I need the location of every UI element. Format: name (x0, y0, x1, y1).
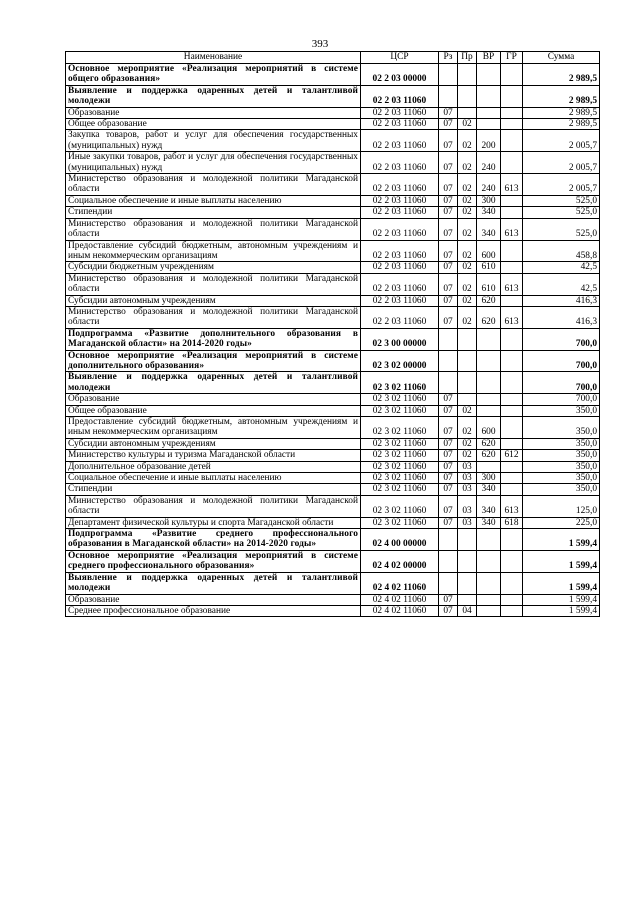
cell-sum: 416,3 (523, 295, 600, 306)
cell-name: Общее образование (66, 119, 361, 130)
cell-gr (501, 550, 523, 572)
cell-vr: 340 (477, 484, 501, 495)
cell-gr (501, 64, 523, 86)
cell-gr (501, 529, 523, 551)
cell-sum: 700,0 (523, 350, 600, 372)
table-row (66, 473, 600, 484)
cell-vr: 600 (477, 240, 501, 262)
cell-rz: 07 (439, 218, 458, 240)
table-row (66, 262, 600, 273)
cell-csr: 02 3 02 11060 (361, 517, 439, 528)
cell-gr (501, 85, 523, 107)
cell-rz: 07 (439, 473, 458, 484)
table-row (66, 417, 600, 439)
cell-name: Выявление и поддержка одаренных детей и талантливой молодежи (66, 85, 361, 107)
cell-rz: 07 (439, 119, 458, 130)
cell-sum: 2 005,7 (523, 152, 600, 174)
table-row (66, 174, 600, 196)
cell-name: Субсидии бюджетным учреждениям (66, 262, 361, 273)
table-row (66, 273, 600, 295)
table-row (66, 195, 600, 206)
cell-sum: 2 989,5 (523, 107, 600, 118)
cell-name: Образование (66, 394, 361, 405)
cell-vr: 300 (477, 195, 501, 206)
cell-gr: 613 (501, 273, 523, 295)
cell-gr (501, 262, 523, 273)
cell-csr: 02 2 03 11060 (361, 295, 439, 306)
table-row (66, 372, 600, 394)
cell-sum: 350,0 (523, 473, 600, 484)
table-row (66, 240, 600, 262)
cell-vr (477, 328, 501, 350)
cell-pr (458, 550, 477, 572)
cell-name: Предоставление субсидий бюджетным, автономным учреждениям и иным некоммерческим организациям (66, 417, 361, 439)
cell-rz: 07 (439, 594, 458, 605)
cell-pr: 02 (458, 218, 477, 240)
cell-rz: 07 (439, 417, 458, 439)
cell-gr (501, 394, 523, 405)
cell-csr: 02 3 02 11060 (361, 461, 439, 472)
cell-name: Министерство образования и молодежной политики Магаданской области (66, 273, 361, 295)
cell-pr: 03 (458, 473, 477, 484)
cell-csr: 02 2 03 00000 (361, 64, 439, 86)
cell-csr: 02 2 03 11060 (361, 273, 439, 295)
cell-name: Среднее профессиональное образование (66, 605, 361, 616)
cell-sum: 350,0 (523, 484, 600, 495)
cell-vr: 340 (477, 218, 501, 240)
cell-sum: 525,0 (523, 195, 600, 206)
cell-vr (477, 85, 501, 107)
cell-gr (501, 107, 523, 118)
cell-csr: 02 2 03 11060 (361, 119, 439, 130)
cell-sum: 350,0 (523, 438, 600, 449)
cell-pr (458, 372, 477, 394)
cell-sum: 700,0 (523, 328, 600, 350)
cell-csr: 02 2 03 11060 (361, 218, 439, 240)
header-sum: Сумма (523, 52, 600, 64)
table-row (66, 438, 600, 449)
header-vr: ВР (477, 52, 501, 64)
cell-sum: 700,0 (523, 372, 600, 394)
cell-sum: 350,0 (523, 450, 600, 461)
cell-gr (501, 350, 523, 372)
cell-name: Дополнительное образование детей (66, 461, 361, 472)
cell-gr: 612 (501, 450, 523, 461)
cell-vr: 600 (477, 417, 501, 439)
cell-gr (501, 405, 523, 416)
cell-gr (501, 594, 523, 605)
cell-pr: 02 (458, 273, 477, 295)
cell-sum: 2 005,7 (523, 174, 600, 196)
table-row (66, 328, 600, 350)
cell-rz: 07 (439, 495, 458, 517)
table-row (66, 119, 600, 130)
cell-pr: 02 (458, 195, 477, 206)
cell-gr (501, 152, 523, 174)
cell-vr: 240 (477, 152, 501, 174)
table-row (66, 605, 600, 616)
cell-name: Министерство образования и молодежной политики Магаданской области (66, 495, 361, 517)
cell-name: Основное мероприятие «Реализация мероприятий в системе дополнительного образования» (66, 350, 361, 372)
header-name: Наименование (66, 52, 361, 64)
cell-name: Подпрограмма «Развитие среднего профессионального образования в Магаданской области» на 2014-2020 годы» (66, 529, 361, 551)
cell-pr: 02 (458, 450, 477, 461)
table-row (66, 152, 600, 174)
cell-vr (477, 107, 501, 118)
cell-vr: 340 (477, 495, 501, 517)
cell-gr (501, 240, 523, 262)
table-row (66, 85, 600, 107)
table-row (66, 495, 600, 517)
cell-pr: 04 (458, 605, 477, 616)
table-row (66, 594, 600, 605)
cell-gr (501, 473, 523, 484)
cell-sum: 2 005,7 (523, 130, 600, 152)
table-body (66, 64, 600, 617)
cell-rz: 07 (439, 262, 458, 273)
cell-csr: 02 2 03 11060 (361, 107, 439, 118)
cell-pr: 03 (458, 461, 477, 472)
cell-sum: 350,0 (523, 461, 600, 472)
cell-pr: 02 (458, 306, 477, 328)
cell-gr: 613 (501, 174, 523, 196)
cell-gr (501, 195, 523, 206)
table-row (66, 207, 600, 218)
cell-sum: 416,3 (523, 306, 600, 328)
table-row (66, 450, 600, 461)
cell-sum: 2 989,5 (523, 119, 600, 130)
cell-vr (477, 372, 501, 394)
cell-gr (501, 572, 523, 594)
cell-name: Образование (66, 594, 361, 605)
cell-csr: 02 3 02 11060 (361, 405, 439, 416)
cell-name: Министерство образования и молодежной политики Магаданской области (66, 306, 361, 328)
cell-vr (477, 594, 501, 605)
cell-gr (501, 295, 523, 306)
cell-sum: 700,0 (523, 394, 600, 405)
cell-name: Общее образование (66, 405, 361, 416)
cell-vr (477, 119, 501, 130)
cell-name: Иные закупки товаров, работ и услуг для обеспечения государственных (муниципальных) нужд (66, 152, 361, 174)
cell-rz: 07 (439, 174, 458, 196)
cell-sum: 525,0 (523, 218, 600, 240)
cell-vr (477, 529, 501, 551)
cell-rz: 07 (439, 438, 458, 449)
cell-csr: 02 3 02 11060 (361, 495, 439, 517)
cell-rz (439, 572, 458, 594)
cell-csr: 02 2 03 11060 (361, 240, 439, 262)
cell-name: Основное мероприятие «Реализация мероприятий в системе среднего профессионального образования» (66, 550, 361, 572)
page-number: 393 (311, 38, 329, 50)
cell-pr (458, 107, 477, 118)
cell-pr: 02 (458, 152, 477, 174)
cell-csr: 02 2 03 11060 (361, 85, 439, 107)
cell-vr: 200 (477, 130, 501, 152)
cell-vr: 300 (477, 473, 501, 484)
cell-rz: 07 (439, 295, 458, 306)
table-row (66, 572, 600, 594)
cell-gr: 613 (501, 218, 523, 240)
cell-csr: 02 2 03 11060 (361, 306, 439, 328)
cell-rz: 07 (439, 484, 458, 495)
cell-csr: 02 4 02 00000 (361, 550, 439, 572)
cell-pr: 02 (458, 130, 477, 152)
cell-name: Социальное обеспечение и иные выплаты населению (66, 195, 361, 206)
cell-rz: 07 (439, 605, 458, 616)
cell-rz (439, 328, 458, 350)
cell-csr: 02 3 02 11060 (361, 450, 439, 461)
cell-pr: 02 (458, 207, 477, 218)
cell-sum: 1 599,4 (523, 550, 600, 572)
header-pr: Пр (458, 52, 477, 64)
table-row (66, 394, 600, 405)
cell-vr: 610 (477, 262, 501, 273)
cell-csr: 02 2 03 11060 (361, 195, 439, 206)
cell-csr: 02 3 02 11060 (361, 473, 439, 484)
cell-name: Департамент физической культуры и спорта Магаданской области (66, 517, 361, 528)
cell-vr: 620 (477, 450, 501, 461)
cell-sum: 42,5 (523, 262, 600, 273)
cell-sum: 1 599,4 (523, 529, 600, 551)
cell-pr (458, 529, 477, 551)
cell-vr (477, 572, 501, 594)
cell-vr (477, 394, 501, 405)
header-gr: ГР (501, 52, 523, 64)
cell-pr (458, 64, 477, 86)
cell-name: Субсидии автономным учреждениям (66, 295, 361, 306)
cell-pr (458, 85, 477, 107)
cell-pr: 02 (458, 405, 477, 416)
cell-vr (477, 461, 501, 472)
cell-rz: 07 (439, 306, 458, 328)
table-row (66, 529, 600, 551)
cell-rz: 07 (439, 394, 458, 405)
cell-sum: 1 599,4 (523, 594, 600, 605)
cell-csr: 02 3 02 11060 (361, 417, 439, 439)
cell-pr: 03 (458, 517, 477, 528)
table-row (66, 461, 600, 472)
cell-gr (501, 372, 523, 394)
cell-sum: 1 599,4 (523, 572, 600, 594)
cell-sum: 42,5 (523, 273, 600, 295)
cell-pr (458, 594, 477, 605)
cell-gr (501, 484, 523, 495)
cell-vr (477, 350, 501, 372)
table-row (66, 484, 600, 495)
cell-sum: 2 989,5 (523, 64, 600, 86)
cell-vr: 240 (477, 174, 501, 196)
cell-name: Закупка товаров, работ и услуг для обеспечения государственных (муниципальных) нужд (66, 130, 361, 152)
cell-vr (477, 405, 501, 416)
cell-rz: 07 (439, 273, 458, 295)
cell-pr: 03 (458, 495, 477, 517)
cell-gr (501, 417, 523, 439)
cell-gr (501, 328, 523, 350)
table-row (66, 517, 600, 528)
cell-gr (501, 605, 523, 616)
cell-sum: 225,0 (523, 517, 600, 528)
table-row (66, 295, 600, 306)
header-csr: ЦСР (361, 52, 439, 64)
cell-csr: 02 4 02 11060 (361, 572, 439, 594)
cell-pr: 02 (458, 438, 477, 449)
table-row (66, 64, 600, 86)
cell-pr (458, 328, 477, 350)
cell-pr: 02 (458, 262, 477, 273)
cell-pr: 02 (458, 295, 477, 306)
cell-name: Субсидии автономным учреждениям (66, 438, 361, 449)
cell-gr (501, 461, 523, 472)
cell-sum: 125,0 (523, 495, 600, 517)
cell-csr: 02 4 02 11060 (361, 594, 439, 605)
budget-table (65, 51, 600, 617)
cell-name: Стипендии (66, 207, 361, 218)
cell-csr: 02 4 00 00000 (361, 529, 439, 551)
cell-rz: 07 (439, 107, 458, 118)
cell-vr: 620 (477, 295, 501, 306)
cell-rz (439, 372, 458, 394)
cell-rz: 07 (439, 152, 458, 174)
cell-rz: 07 (439, 240, 458, 262)
cell-vr: 620 (477, 438, 501, 449)
cell-csr: 02 2 03 11060 (361, 152, 439, 174)
cell-csr: 02 3 00 00000 (361, 328, 439, 350)
cell-sum: 350,0 (523, 417, 600, 439)
cell-csr: 02 3 02 11060 (361, 438, 439, 449)
cell-name: Подпрограмма «Развитие дополнительного образования в Магаданской области» на 2014-2020 годы» (66, 328, 361, 350)
cell-pr: 02 (458, 240, 477, 262)
cell-csr: 02 3 02 11060 (361, 484, 439, 495)
cell-vr (477, 550, 501, 572)
cell-rz: 07 (439, 195, 458, 206)
cell-name: Предоставление субсидий бюджетным, автономным учреждениям и иным некоммерческим организациям (66, 240, 361, 262)
header-rz: Рз (439, 52, 458, 64)
cell-rz (439, 350, 458, 372)
cell-name: Выявление и поддержка одаренных детей и талантливой молодежи (66, 572, 361, 594)
cell-pr (458, 350, 477, 372)
table-row (66, 306, 600, 328)
cell-name: Министерство образования и молодежной политики Магаданской области (66, 218, 361, 240)
cell-gr (501, 438, 523, 449)
cell-gr: 613 (501, 306, 523, 328)
cell-vr (477, 64, 501, 86)
cell-vr: 610 (477, 273, 501, 295)
cell-name: Министерство образования и молодежной политики Магаданской области (66, 174, 361, 196)
cell-pr (458, 394, 477, 405)
cell-rz: 07 (439, 130, 458, 152)
table-row (66, 350, 600, 372)
cell-pr: 03 (458, 484, 477, 495)
cell-pr: 02 (458, 119, 477, 130)
cell-rz: 07 (439, 461, 458, 472)
cell-gr (501, 207, 523, 218)
cell-csr: 02 2 03 11060 (361, 130, 439, 152)
cell-sum: 458,8 (523, 240, 600, 262)
cell-pr (458, 572, 477, 594)
cell-csr: 02 2 03 11060 (361, 262, 439, 273)
cell-rz (439, 529, 458, 551)
table-header-row (66, 52, 600, 64)
cell-vr: 340 (477, 207, 501, 218)
cell-name: Социальное обеспечение и иные выплаты населению (66, 473, 361, 484)
cell-vr: 340 (477, 517, 501, 528)
cell-vr: 620 (477, 306, 501, 328)
cell-name: Стипендии (66, 484, 361, 495)
cell-vr (477, 605, 501, 616)
cell-sum: 2 989,5 (523, 85, 600, 107)
cell-csr: 02 3 02 11060 (361, 394, 439, 405)
cell-gr: 618 (501, 517, 523, 528)
cell-csr: 02 3 02 00000 (361, 350, 439, 372)
cell-name: Министерство культуры и туризма Магаданской области (66, 450, 361, 461)
cell-pr: 02 (458, 174, 477, 196)
cell-rz (439, 550, 458, 572)
cell-name: Выявление и поддержка одаренных детей и талантливой молодежи (66, 372, 361, 394)
cell-csr: 02 4 02 11060 (361, 605, 439, 616)
cell-rz: 07 (439, 405, 458, 416)
cell-rz (439, 85, 458, 107)
cell-sum: 350,0 (523, 405, 600, 416)
cell-gr: 613 (501, 495, 523, 517)
cell-rz: 07 (439, 517, 458, 528)
cell-csr: 02 2 03 11060 (361, 207, 439, 218)
cell-pr: 02 (458, 417, 477, 439)
cell-csr: 02 3 02 11060 (361, 372, 439, 394)
cell-sum: 525,0 (523, 207, 600, 218)
cell-gr (501, 130, 523, 152)
table-row (66, 405, 600, 416)
cell-rz: 07 (439, 450, 458, 461)
cell-csr: 02 2 03 11060 (361, 174, 439, 196)
cell-name: Образование (66, 107, 361, 118)
table-row (66, 550, 600, 572)
cell-sum: 1 599,4 (523, 605, 600, 616)
cell-rz (439, 64, 458, 86)
table-row (66, 218, 600, 240)
cell-name: Основное мероприятие «Реализация мероприятий в системе общего образования» (66, 64, 361, 86)
cell-gr (501, 119, 523, 130)
table-row (66, 130, 600, 152)
table-row (66, 107, 600, 118)
cell-rz: 07 (439, 207, 458, 218)
